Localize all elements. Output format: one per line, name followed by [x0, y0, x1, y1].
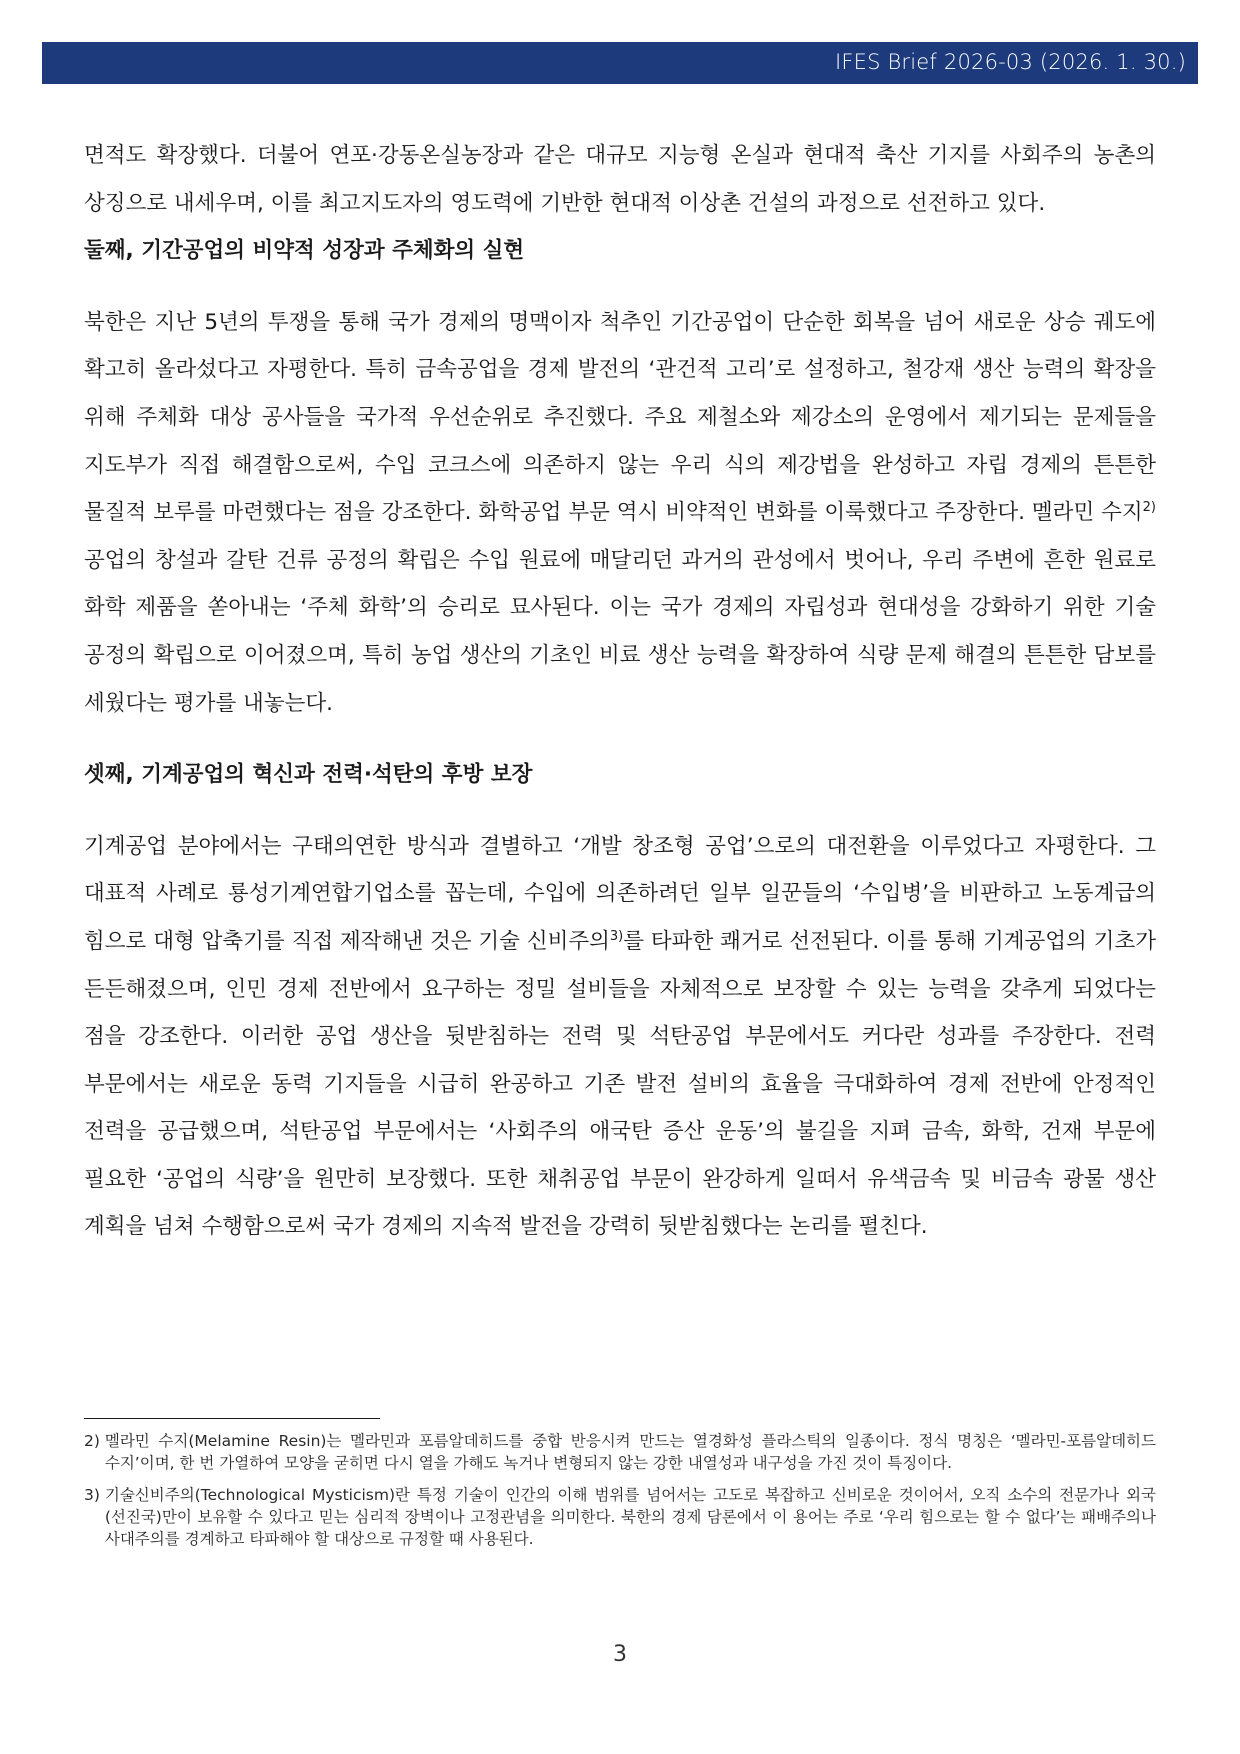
section-heading-2: 둘째, 기간공업의 비약적 성장과 주체화의 실현 [84, 238, 525, 264]
section2-text-a: 북한은 지난 5년의 투쟁을 통해 국가 경제의 명맥이자 척추인 기간공업이 단순한 회복을 넘어 새로운 상승 궤도에 확고히 올라섰다고 자평한다. 특히 금속공업을 경제 발전의 ‘관건적 고리’로 설정하고, 철강재 생산 능력의 확장을 위해 주체화 대상 공사들을 국가적 우선순위로 추진했다. 주요 제철소와 제강소의 운영에서 제기되는 문제들을 지도부가 직접 해결함으로써, 수입 코크스에 의존하지 않는 우리 식의 제강법을 완성하고 자립 경제의 튼튼한 물질적 보루를 마련했다는 점을 강조한다. 화학공업 부문 역시 비약적인 변화를 이룩했다고 주장한다. 멜라민 수지 [84, 309, 1156, 526]
section-heading-3: 셋째, 기계공업의 혁신과 전력·석탄의 후방 보장 [84, 762, 533, 788]
footnote-divider [84, 1418, 380, 1419]
footnote-number: 2) [84, 1432, 105, 1450]
footnote-text: 기술신비주의(Technological Mysticism)란 특정 기술이 인간의 이해 범위를 넘어서는 고도로 복잡하고 신비로운 것이어서, 오직 소수의 전문가나 외국(선진국)만이 보유할 수 있다고 믿는 심리적 장벽이나 고정관념을 의미한다. 북한의 경제 담론에서 이 용어는 주로 ‘우리 힘으로는 할 수 없다’는 패배주의나 사대주의를 경계하고 타파해야 할 대상으로 규정할 때 사용된다. [104, 1486, 1156, 1548]
footnote-text: 멜라민 수지(Melamine Resin)는 멜라민과 포름알데히드를 중합 반응시켜 만드는 열경화성 플라스틱의 일종이다. 정식 명칭은 ‘멜라민-포름알데히드 수지’이며, 한 번 가열하여 모양을 굳히면 다시 열을 가해도 녹거나 변형되지 않는 강한 내열성과 내구성을 가진 것이 특징이다. [104, 1432, 1156, 1472]
intro-paragraph: 면적도 확장했다. 더불어 연포·강동온실농장과 같은 대규모 지능형 온실과 현대적 축산 기지를 사회주의 농촌의 상징으로 내세우며, 이를 최고지도자의 영도력에 기반한 현대적 이상촌 건설의 과정으로 선전하고 있다. [84, 143, 1156, 216]
section3-text-a: 기계공업 분야에서는 구태의연한 방식과 결별하고 ‘개발 창조형 공업’으로의 대전환을 이루었다고 자평한다. 그 대표적 사례로 룡성기계연합기업소를 꼽는데, 수입에 의존하려던 일부 일꾼들의 ‘수입병’을 비판하고 노동계급의 힘으로 대형 압축기를 직접 제작해낸 것은 기술 신비주의 [84, 833, 1156, 954]
main-content [84, 132, 1156, 1251]
footnote-ref-2[interactable]: 2) [1142, 500, 1156, 515]
footnote-3 [84, 1484, 1156, 1550]
footnotes [84, 1430, 1156, 1560]
page-number: 3 [613, 1642, 627, 1667]
header-bar [42, 42, 1198, 84]
section-paragraph-2 [84, 299, 1156, 727]
footnote-2 [84, 1430, 1156, 1474]
section2-text-b: 공업의 창설과 갈탄 건류 공정의 확립은 수입 원료에 매달리던 과거의 관성에서 벗어나, 우리 주변에 흔한 원료로 화학 제품을 쏟아내는 ‘주체 화학’의 승리로 묘사된다. 이는 국가 경제의 자립성과 현대성을 강화하기 위한 기술 공정의 확립으로 이어졌으며, 특히 농업 생산의 기초인 비료 생산 능력을 확장하여 식량 문제 해결의 튼튼한 담보를 세웠다는 평가를 내놓는다. [84, 547, 1156, 716]
footnote-number: 3) [84, 1486, 105, 1504]
section-paragraph-3 [84, 823, 1156, 1251]
header-title: IFES Brief 2026-03 (2026. 1. 30.) [834, 50, 1186, 74]
footnote-ref-3[interactable]: 3) [609, 928, 624, 944]
section3-text-b: 를 타파한 쾌거로 선전된다. 이를 통해 기계공업의 기초가 든든해졌으며, 인민 경제 전반에서 요구하는 정밀 설비들을 자체적으로 보장할 수 있는 능력을 갖추게 되었다는 점을 강조한다. 이러한 공업 생산을 뒷받침하는 전력 및 석탄공업 부문에서도 커다란 성과를 주장한다. 전력 부문에서는 새로운 동력 기지들을 시급히 완공하고 기존 발전 설비의 효율을 극대화하여 경제 전반에 안정적인 전력을 공급했으며, 석탄공업 부문에서는 ‘사회주의 애국탄 증산 운동’의 불길을 지펴 금속, 화학, 건재 부문에 필요한 ‘공업의 식량’을 원만히 보장했다. 또한 채취공업 부문이 완강하게 일떠서 유색금속 및 비금속 광물 생산 계획을 넘쳐 수행함으로써 국가 경제의 지속적 발전을 강력히 뒷받침했다는 논리를 펼친다. [84, 928, 1156, 1240]
